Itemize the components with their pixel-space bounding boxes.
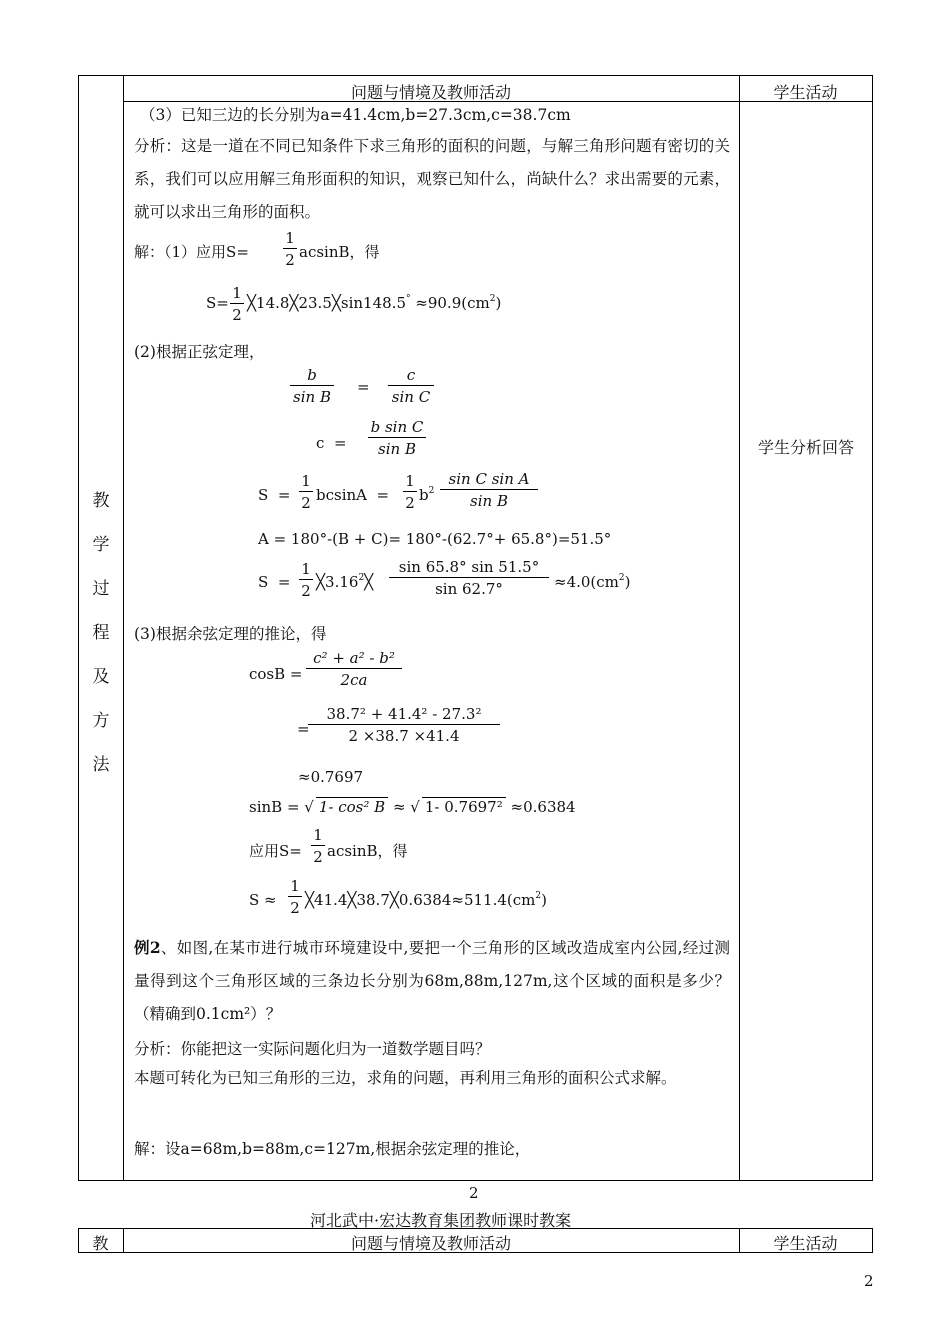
- s2-text: ╳3.16: [316, 573, 359, 591]
- table-right-border: [872, 75, 873, 1180]
- frac-sin-ratio: [389, 558, 549, 598]
- num: 38.7² + 41.4² - 27.3²: [308, 705, 500, 725]
- den: 2: [405, 494, 415, 512]
- num: b sin C: [368, 418, 426, 438]
- part3-heading: (3)根据余弦定理的推论，得: [134, 625, 327, 643]
- analysis-1: 分析：这是一道在不同已知条件下求三角形的面积的问题，与解三角形问题有密切的关系，我们可以应用解三角形面积的知识，观察已知什么，尚缺什么？求出需要的元素，就可以求出三角形的面积。: [134, 137, 730, 221]
- half-frac: [283, 229, 297, 269]
- area-formula: S =: [258, 486, 291, 504]
- area-mid: bcsinA =: [316, 486, 390, 504]
- top-rule: [78, 75, 873, 76]
- num: 1: [299, 560, 313, 580]
- frac-cos-formula: [306, 649, 402, 689]
- page-number-center: 2: [469, 1184, 479, 1202]
- header-main: 问题与情境及教师活动: [350, 83, 511, 102]
- approx: ≈: [392, 798, 406, 816]
- table-bottom-border: [78, 1180, 873, 1181]
- half-frac: [299, 560, 313, 600]
- side-column-divider: [123, 75, 124, 1180]
- mid: bcsinA: [316, 486, 367, 504]
- apply3-suffix: acsinB，得: [327, 842, 408, 860]
- example-text: 、如图,在某市进行城市环境建设中,要把一个三角形的区域改造成室内公园,经过测量得到这个三角形区域的三条边长分别为68m,88m,127m,这个区域的面积是多少？（精确到0.1cm²）？: [134, 939, 730, 1023]
- eq1-tail: ≈90.9(cm: [415, 294, 490, 312]
- school-title: 河北武中·宏达教育集团教师课时教案: [310, 1211, 572, 1230]
- side-char: 过: [92, 579, 110, 599]
- next-right-border: [872, 1228, 873, 1252]
- sol1-suffix: acsinB，得: [299, 243, 380, 261]
- den: 2ca: [340, 671, 368, 689]
- num: sin 65.8° sin 51.5°: [389, 558, 549, 578]
- sup: 2: [489, 294, 496, 304]
- s: S: [258, 573, 269, 591]
- b: b: [419, 486, 429, 504]
- sinB-tail: ≈0.6384: [510, 798, 576, 816]
- s2-body: ╳3.16$^2$╳: [316, 573, 374, 591]
- s2-tail: [554, 573, 631, 591]
- num: 1: [283, 229, 297, 249]
- num: sin C sin A: [440, 470, 538, 490]
- cosB-lhs: cosB =: [249, 665, 303, 683]
- example-2: [134, 931, 730, 1031]
- paren: ): [624, 573, 631, 591]
- student-activity: 学生分析回答: [757, 438, 854, 457]
- tail: ≈4.0(cm: [554, 573, 619, 591]
- paren: ): [541, 891, 547, 909]
- b-squared: [419, 486, 434, 504]
- c-lhs: c =: [316, 434, 347, 452]
- s2-lhs: S =: [258, 573, 291, 591]
- eq1-text: ╳14.8╳23.5╳sin148.5: [247, 294, 406, 312]
- side-char: 及: [92, 667, 110, 687]
- eq1-prefix: S=: [206, 294, 229, 312]
- num: 1: [403, 472, 417, 492]
- den: 2: [285, 251, 295, 269]
- num: b: [290, 366, 334, 386]
- den: sin 62.7°: [435, 580, 503, 598]
- half-frac: [230, 284, 244, 324]
- example-label: 例2: [134, 938, 161, 957]
- side-char: 教: [92, 491, 110, 511]
- approx-cos: ≈0.7697: [298, 768, 364, 786]
- den: 2: [301, 494, 311, 512]
- next-student: 学生活动: [773, 1234, 838, 1253]
- half-frac: [403, 472, 417, 512]
- half-frac: [311, 826, 325, 866]
- frac-sinCsinA-sinB: [440, 470, 538, 510]
- num: 1: [230, 284, 244, 304]
- radical-2: 1- 0.7697²: [422, 797, 506, 816]
- side-char: 学: [92, 535, 110, 555]
- header-student: 学生活动: [773, 83, 838, 102]
- c: c: [316, 434, 325, 452]
- den: sin C: [391, 388, 431, 406]
- frac-bsinC-sinB: [368, 418, 426, 458]
- den: 2 ×38.7 ×41.4: [348, 727, 460, 745]
- den: 2: [232, 306, 242, 324]
- eq1-body: [247, 294, 501, 312]
- s3-text: ╳41.4╳38.7╳0.6384≈511.4(cm: [305, 891, 536, 909]
- frac-b-sinB: [290, 366, 334, 406]
- den: 2: [290, 899, 300, 917]
- half-frac: [288, 877, 302, 917]
- s3-body: [305, 891, 547, 909]
- equals: =: [357, 378, 370, 396]
- den: sin B: [470, 492, 508, 510]
- sol1-prefix: 解：（1）应用S=: [134, 243, 249, 261]
- sinB-line: sinB = √ 1- cos² B ≈ √ 1- 0.7697² ≈0.6384: [249, 798, 576, 816]
- part2-heading: (2)根据正弦定理，: [134, 343, 265, 361]
- den: 2: [301, 582, 311, 600]
- den: sin B: [378, 440, 416, 458]
- deg: °: [406, 294, 411, 304]
- solution-2: 解：设a=68m,b=88m,c=127m,根据余弦定理的推论，: [134, 1140, 531, 1158]
- equals-2: =: [297, 720, 310, 738]
- next-table-top: [78, 1228, 873, 1229]
- side-char: 程: [92, 623, 110, 643]
- num: 1: [299, 472, 313, 492]
- side-char: 法: [92, 755, 110, 775]
- convert-text: 本题可转化为已知三角形的三边，求角的问题，再利用三角形的面积公式求解。: [134, 1069, 677, 1087]
- sup: 2: [428, 486, 435, 496]
- num: c² + a² - b²: [306, 649, 402, 669]
- given-sides: （3）已知三边的长分别为a=41.4cm,b=27.3cm,c=38.7cm: [140, 106, 571, 124]
- num: 1: [311, 826, 325, 846]
- sup: 2: [618, 573, 625, 583]
- side-char: 方: [92, 711, 110, 731]
- student-column-divider: [739, 75, 740, 1180]
- frac-c-sinC: [388, 366, 434, 406]
- den: 2: [313, 848, 323, 866]
- s3-prefix: S ≈: [249, 891, 277, 909]
- solution-1: [134, 241, 249, 262]
- page-number-right: 2: [864, 1272, 874, 1290]
- paren: ): [495, 294, 502, 312]
- next-main: 问题与情境及教师活动: [350, 1234, 511, 1253]
- side-label: [80, 486, 122, 794]
- analysis-2: 分析：你能把这一实际问题化归为一道数学题目吗？: [134, 1040, 491, 1058]
- sinB-lhs: sinB =: [249, 798, 300, 816]
- num: c: [388, 366, 434, 386]
- radical-1: 1- cos² B: [316, 797, 388, 816]
- half-frac: [299, 472, 313, 512]
- num: 1: [288, 877, 302, 897]
- den: sin B: [293, 388, 331, 406]
- s: S: [258, 486, 269, 504]
- sup: 2: [358, 573, 365, 583]
- next-side: 教: [92, 1234, 109, 1253]
- frac-cos-values: [308, 705, 500, 745]
- table-left-border: [78, 75, 79, 1180]
- sup: 2: [535, 891, 542, 901]
- apply3-prefix: 应用S=: [249, 842, 302, 860]
- angle-A-line: A = 180°-(B + C)= 180°-(62.7°+ 65.8°)=51.5°: [258, 530, 612, 548]
